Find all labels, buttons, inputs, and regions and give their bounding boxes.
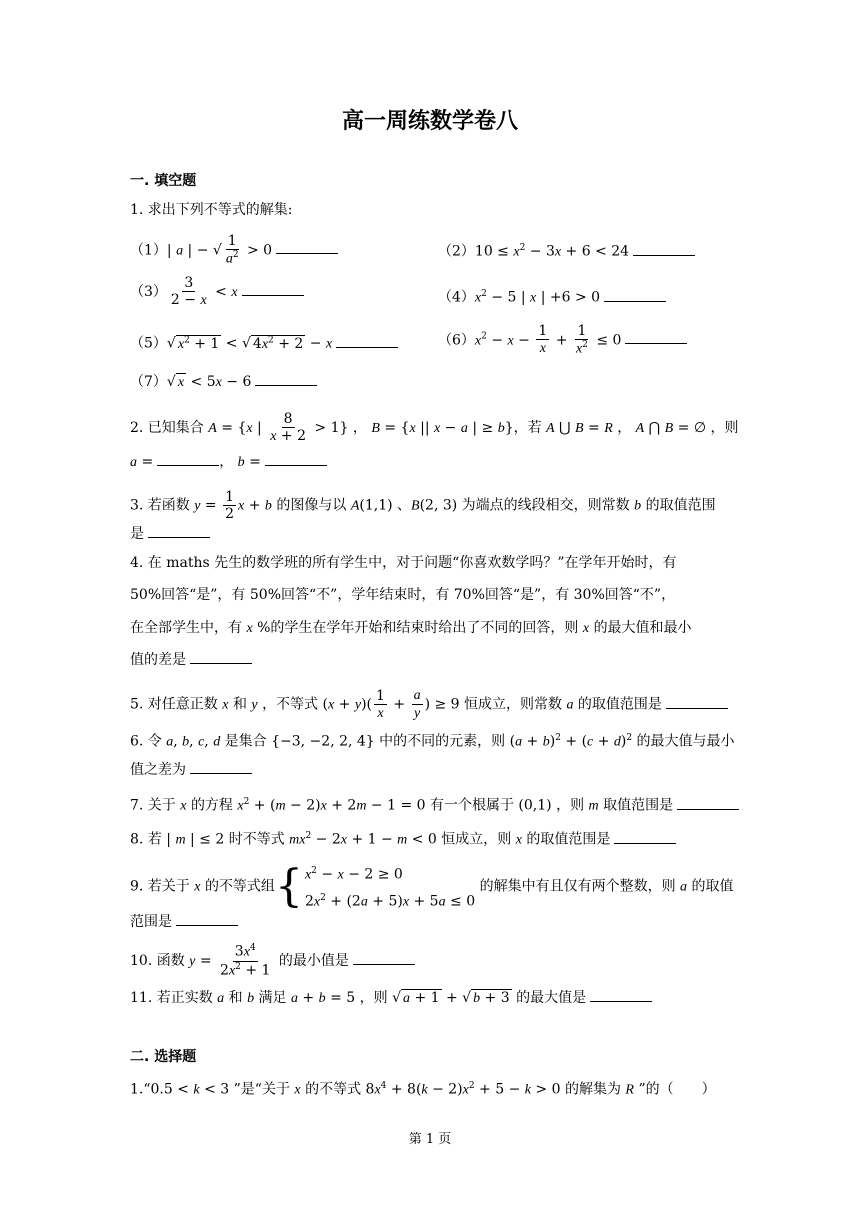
q1-item-3: （3） $\frac{3}{2 - x}$ < x [130,276,304,308]
q1-item-6: $(6)x^2 - x$ − $\frac{1}{x}$ + $\frac{1}{x^2}$ ≤ 0 [438,324,687,357]
q3-line-1: 3. 若函数 y = $\frac{1}{2}$ x + b 的图像与以 A(1,1) 、B(2, 3) 为端点的线段相交，则常数 b 的取值范围 [130,489,716,522]
q4-line-2: 50%回答“是”，有 50%回答“不”，学年结束时，有 70%回答“是”，有 30%回答“不”， [130,587,676,603]
q2-line-1: 2. 已知集合 A = {x | $\frac{8}{x + 2}$ > 1} ， B = {x || x − a | ≥ b}，若 A ⋃ B = R ， A ⋂ B = ∅ ，则 [130,411,739,444]
q6-line-2: 值之差为 [130,760,252,780]
section-choice: 二. 选择题 [130,1049,197,1065]
q6-line-1: 6. 令 a, b, c, d 是集合 {−3, −2, 2, 4} 中的不同的元素，则 $(a + b)^2 + (c + d)^2$ 的最大值与最小 [130,733,735,750]
section-fill-blank: 一. 填空题 [130,173,197,189]
q1-item-5: （5）√ $x^2 + 1$ < √ $4x^2 + 2 - x$ [130,330,398,355]
q4-line-3: 在全部学生中，有 x %的学生在学年开始和结束时给出了不同的回答，则 x 的最大值和最小 [130,620,692,636]
q4-line-1: 4. 在 maths 先生的数学班的所有学生中，对于问题“你喜欢数学吗？”在学年开始时，有 [130,555,677,571]
q9-line-1: 9. 若关于 x 的不等式组 { $x^2 - x - 2 \ge 0$ $2x^2 + (2a + 5)x + 5a \le 0$ 的解集中有且仅有两个整数，则 a 的取值 [130,860,734,912]
q4-line-4: 值的差是 [130,650,252,670]
q3-line-2: 是 [130,524,210,544]
q10-line: 10. 函数 y = $\frac{3x^4}{2x^2 + 1}$ 的最小值是 [130,944,415,978]
q1-item-2: $(2)10 \le x^2 - 3x + 6 < 24$ [438,238,695,263]
c1-line: 1.“0.5 < k < 3 ”是“关于 x 的不等式 $8x^4 + 8(k - 2)x^2 + 5 - k > 0$ 的解集为 R ”的（ ） [130,1081,716,1098]
q1-item-7: （7）√ x < 5x − 6 [130,372,317,393]
q11-line: 11. 若正实数 a 和 b 满足 a + b = 5 ，则 √ a + 1 + √ b + 3 的最大值是 [130,988,652,1009]
q1-item-4: $(4)x^2 - 5$ | x | +6 > 0 [438,284,666,309]
q7-line: 7. 关于 x 的方程 $x^2 + (m - 2)x + 2m - 1 = 0$ 有一个根属于 (0,1) ，则 m 取值范围是 [130,792,739,817]
q9-line-2: 范围是 [130,912,238,932]
q1-item-1: （1）| a | − √ $\frac{1}{a^2}$ > 0 [130,234,338,267]
q8-line: 8. 若 | m | ≤ 2 时不等式 $mx^2 - 2x + 1 - m < 0$ 恒成立，则 x 的取值范围是 [130,826,676,851]
page-title: 高一周练数学卷八 [341,109,518,134]
q1-text: 1. 求出下列不等式的解集: [130,202,293,218]
q5-line: 5. 对任意正数 x 和 y ，不等式 (x + y)( $\frac{1}{x}$ + $\frac{a}{y}$ ) ≥ 9 恒成立，则常数 a 的取值范围是 [130,688,728,721]
q2-line-2: a = ， b = [130,452,327,473]
page-footer: 第 1 页 [408,1132,452,1147]
